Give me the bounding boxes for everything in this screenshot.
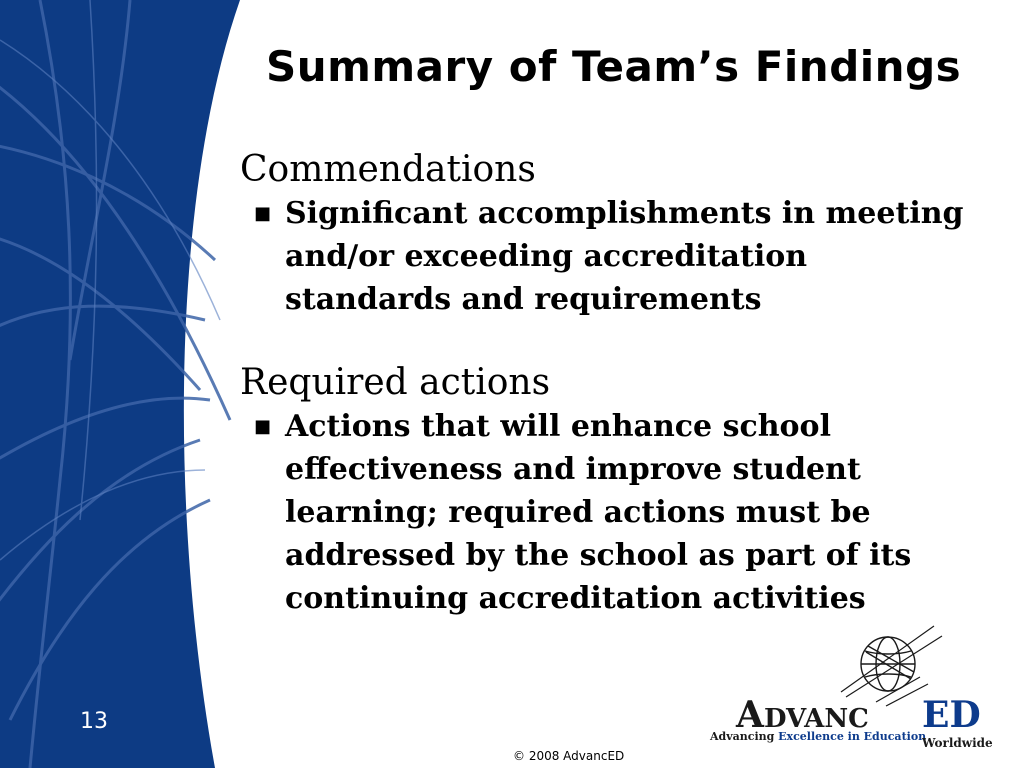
section-commendations xyxy=(240,148,980,321)
globe-side-panel xyxy=(0,0,240,768)
logo-ed-text: ED xyxy=(922,694,981,736)
section-heading-required-actions: Required actions xyxy=(240,362,551,403)
page-number: 13 xyxy=(80,709,108,734)
panel-background xyxy=(0,0,240,768)
bullet-item xyxy=(254,192,975,321)
logo-worldwide: Worldwide xyxy=(922,736,993,750)
slide-title: Summary of Team’s Findings xyxy=(266,42,962,91)
copyright-notice: © 2008 AdvancED xyxy=(513,749,625,763)
square-bullet-icon: ■ xyxy=(254,416,272,437)
logo-tagline: Advancing Excellence in Education xyxy=(710,730,927,743)
section-heading-commendations: Commendations xyxy=(240,149,536,190)
logo-brand-text: ADVANC xyxy=(736,694,869,736)
slide-content xyxy=(240,148,980,620)
section-required-actions xyxy=(240,361,980,620)
square-bullet-icon: ■ xyxy=(254,203,272,224)
bullet-text: Actions that will enhance school effectiveness and improve student learning; required actions must be addressed by the school as part of its continuing accreditation activities xyxy=(285,409,912,616)
bullet-text: Significant accomplishments in meeting and/or exceeding accreditation standards and requirements xyxy=(285,196,964,317)
advanced-logo xyxy=(706,622,1006,762)
bullet-item xyxy=(254,405,975,620)
